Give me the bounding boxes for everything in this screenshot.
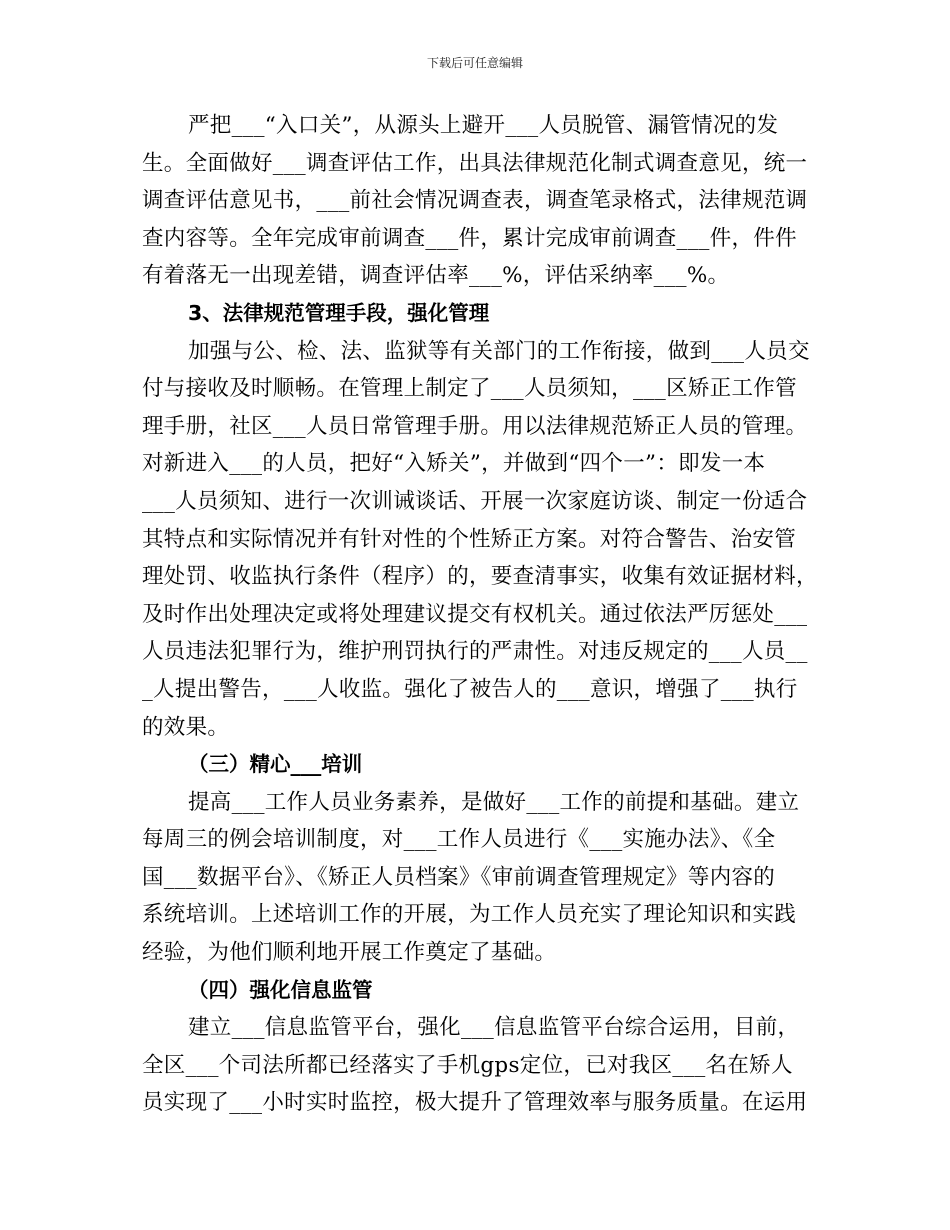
section-heading: （四）强化信息监管: [188, 977, 373, 1002]
text-line: ___人员须知、进行一次训诫谈话、开展一次家庭访谈、制定一份适合: [142, 488, 808, 514]
text-line: 员实现了___小时实时监控，极大提升了管理效率与服务质量。在运用: [142, 1090, 808, 1116]
text-line: 调查评估意见书，___前社会情况调查表，调查笔录格式，法律规范调: [142, 188, 808, 214]
text-line: 的效果。: [142, 714, 230, 740]
text-line: 国___数据平台》、《矫正人员档案》《审前调查管理规定》等内容的: [142, 864, 776, 890]
document-body: [142, 107, 818, 1122]
text-line: 经验，为他们顺利地开展工作奠定了基础。: [142, 940, 557, 966]
text-line: 提高___工作人员业务素养，是做好___工作的前提和基础。建立: [188, 789, 800, 815]
text-line: 建立___信息监管平台，强化___信息监管平台综合运用，目前，: [188, 1015, 800, 1041]
text-line: 对新进入___的人员，把好“入矫关”，并做到“四个一”：即发一本: [142, 451, 766, 477]
text-line: 理处罚、收监执行条件（程序）的，要查清事实，收集有效证据材料，: [142, 564, 818, 590]
text-line: 付与接收及时顺畅。在管理上制定了___人员须知，___区矫正工作管: [142, 376, 797, 402]
header-note: 下载后可任意编辑: [426, 56, 523, 70]
text-line: 系统培训。上述培训工作的开展，为工作人员充实了理论知识和实践: [142, 902, 797, 928]
text-line: 理手册，社区___人员日常管理手册。用以法律规范矫正人员的管理。: [142, 413, 808, 439]
text-line: 人员违法犯罪行为，维护刑罚执行的严肃性。对违反规定的___人员__: [142, 639, 808, 665]
text-line: 生。全面做好___调查评估工作，出具法律规范化制式调查意见，统一: [142, 150, 808, 176]
text-line: 全区___个司法所都已经落实了手机gps定位，已对我区___名在矫人: [142, 1052, 793, 1078]
text-line: 其特点和实际情况并有针对性的个性矫正方案。对符合警告、治安管: [142, 526, 797, 552]
text-line: 每周三的例会培训制度，对___工作人员进行《___实施办法》、《全: [142, 827, 776, 853]
text-line: 严把___“入口关”，从源头上避开___人员脱管、漏管情况的发: [188, 113, 779, 138]
text-line: 有着落无一出现差错，调查评估率___%，评估采纳率___%。: [142, 263, 730, 289]
text-line: 查内容等。全年完成审前调查___件，累计完成审前调查___件，件件: [142, 225, 797, 251]
text-line: 及时作出处理决定或将处理建议提交有权机关。通过依法严厉惩处___: [142, 601, 808, 627]
text-line: 加强与公、检、法、监狱等有关部门的工作衔接，做到___人员交: [188, 338, 810, 364]
section-heading: 3、法律规范管理手段，强化管理: [188, 300, 490, 325]
section-heading: （三）精心___培训: [188, 752, 363, 777]
text-line: _人提出警告，___人收监。强化了被告人的___意识，增强了___执行: [142, 676, 798, 702]
